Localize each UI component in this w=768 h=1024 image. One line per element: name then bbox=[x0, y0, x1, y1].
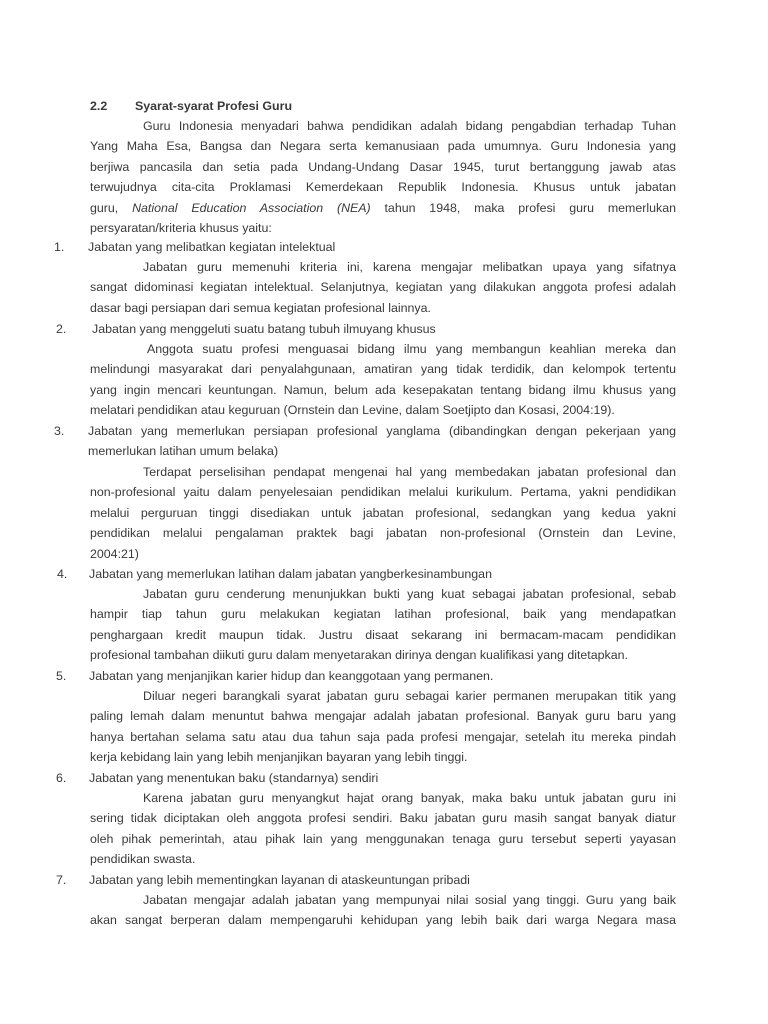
list-item-body bbox=[90, 890, 676, 931]
body-line: melatari pendidikan atau keguruan (Ornstein dan Levine, dalam Soetjipto dan Kosasi, 2004:19). bbox=[90, 403, 615, 418]
body-line: pendidikan melalui pengalaman praktek bagi jabatan non-profesional (Ornstein dan Levine, bbox=[90, 526, 676, 541]
body-line: melindungi masyarakat dari penyalahgunaan, amatiran yang tidak terdidik, dan kelompok tertentu bbox=[90, 362, 676, 377]
list-item-body bbox=[90, 339, 676, 421]
body-line: hampir tiap tahun guru melakukan kegiatan latihan profesional, baik yang mendapatkan bbox=[90, 607, 676, 622]
body-line: paling lemah dalam menuntut bahwa mengajar adalah jabatan profesional. Banyak guru baru yang bbox=[90, 709, 676, 724]
list-item-body bbox=[90, 788, 676, 870]
list-number: 7. bbox=[56, 873, 67, 887]
section-heading bbox=[90, 97, 292, 115]
intro-line: berjiwa pancasila dan setia pada Undang-Undang Dasar 1945, turut bertanggung jawab atas bbox=[90, 159, 676, 174]
list-number: 3. bbox=[54, 424, 65, 438]
body-line: sangat didominasi kegiatan intelektual. Selanjutnya, kegiatan yang dilakukan anggota profesi adalah bbox=[90, 280, 676, 295]
body-line: non-profesional yaitu dalam penyelesaian pendidikan melalui kurikulum. Pertama, yakni pendidikan bbox=[90, 485, 676, 500]
body-line: Karena jabatan guru menyangkut hajat orang banyak, maka baku untuk jabatan guru ini bbox=[143, 791, 676, 805]
section-title: Syarat-syarat Profesi Guru bbox=[135, 99, 293, 113]
nea-reference: National Education Association (NEA) bbox=[132, 200, 371, 215]
list-number: 4. bbox=[57, 567, 68, 581]
body-line: penghargaan kredit maupun tidak. Justru disaat sekarang ini bermacam-macam pendidikan bbox=[90, 627, 676, 642]
list-item-title-text bbox=[88, 421, 676, 461]
body-line: sering tidak diciptakan oleh anggota profesi sendiri. Baku jabatan guru masih sangat banyak diatur bbox=[90, 811, 676, 826]
list-label: Jabatan yang memerlukan persiapan profesional yanglama (dibandingkan dengan pekerjaan yang bbox=[88, 424, 676, 438]
body-line: oleh pihak pemerintah, atau pihak lain yang menggunakan tenaga guru tersebut seperti yayasan bbox=[90, 831, 676, 846]
intro-line: terwujudnya cita-cita Proklamasi Kemerdekaan Republik Indonesia. Khusus untuk jabatan bbox=[90, 180, 676, 195]
list-number: 5. bbox=[56, 669, 67, 683]
body-line: Terdapat perselisihan pendapat mengenai hal yang membedakan jabatan profesional dan bbox=[143, 465, 676, 479]
list-number: 1. bbox=[54, 240, 65, 254]
list-label: Jabatan yang melibatkan kegiatan intelektual bbox=[88, 240, 336, 254]
body-line: hanya bertahan selama satu atau dua tahun saja pada profesi mengajar, setelah itu mereka pindah bbox=[90, 729, 676, 744]
body-line: Diluar negeri barangkali syarat jabatan guru sebagai karier permanen merupakan titik yang bbox=[143, 689, 676, 703]
intro-line: Yang Maha Esa, Bangsa dan Negara serta kemanusiaan pada umumnya. Guru Indonesia yang bbox=[90, 139, 676, 154]
body-line: pendidikan swasta. bbox=[90, 852, 196, 867]
list-label: Jabatan yang menggeluti suatu batang tubuh ilmuyang khusus bbox=[92, 322, 436, 336]
intro-paragraph bbox=[90, 116, 676, 238]
list-label-continued: memerlukan latihan umum belaka) bbox=[88, 444, 279, 458]
body-line: Anggota suatu profesi menguasai bidang ilmu yang membangun keahlian mereka dan bbox=[147, 342, 676, 356]
list-number: 2. bbox=[56, 322, 67, 336]
list-item-body bbox=[90, 584, 676, 666]
intro-line: persyaratan/kriteria khusus yaitu: bbox=[90, 221, 272, 236]
body-line: akan sangat berperan dalam mempengaruhi kehidupan yang lebih baik dari warga Negara masa bbox=[90, 913, 676, 928]
list-item-body bbox=[90, 257, 676, 318]
intro-line bbox=[90, 198, 676, 218]
body-line: dasar bagi persiapan dari semua kegiatan profesional lainnya. bbox=[90, 300, 431, 315]
body-line: kerja kebidang lain yang lebih menjanjikan bayaran yang lebih tinggi. bbox=[90, 750, 468, 765]
list-label: Jabatan yang memerlukan latihan dalam jabatan yangberkesinambungan bbox=[89, 567, 492, 581]
intro-line: Guru Indonesia menyadari bahwa pendidikan adalah bidang pengabdian terhadap Tuhan bbox=[143, 119, 676, 133]
body-line: yang ingin mencari keuntungan. Namun, belum ada kesepakatan tentang bidang ilmu khusus yang bbox=[90, 382, 676, 397]
list-label: Jabatan yang menentukan baku (standarnya) sendiri bbox=[89, 771, 379, 785]
body-line: Jabatan mengajar adalah jabatan yang mempunyai nilai sosial yang tinggi. Guru yang baik bbox=[143, 893, 676, 907]
body-line: Jabatan guru memenuhi kriteria ini, karena mengajar melibatkan upaya yang sifatnya bbox=[143, 260, 676, 274]
list-item-body bbox=[90, 462, 676, 564]
list-label: Jabatan yang lebih mementingkan layanan di ataskeuntungan pribadi bbox=[89, 873, 470, 887]
list-number: 6. bbox=[56, 771, 67, 785]
body-line: profesional tambahan diikuti guru dalam menyetarakan dirinya dengan kualifikasi yang ditetapkan. bbox=[90, 648, 628, 663]
section-number: 2.2 bbox=[90, 99, 108, 113]
body-line: Jabatan guru cenderung menunjukkan bukti yang kuat sebagai jabatan profesional, sebab bbox=[143, 587, 676, 601]
list-item-body bbox=[90, 686, 676, 768]
body-line: 2004:21) bbox=[90, 546, 139, 561]
intro-text: tahun 1948, maka profesi guru memerlukan bbox=[370, 200, 677, 215]
body-line: melalui perguruan tinggi disediakan untuk jabatan profesional, sedangkan yang kedua yakni bbox=[90, 505, 676, 520]
intro-text: guru, bbox=[90, 200, 133, 215]
list-label: Jabatan yang menjanjikan karier hidup dan keanggotaan yang permanen. bbox=[89, 669, 494, 683]
